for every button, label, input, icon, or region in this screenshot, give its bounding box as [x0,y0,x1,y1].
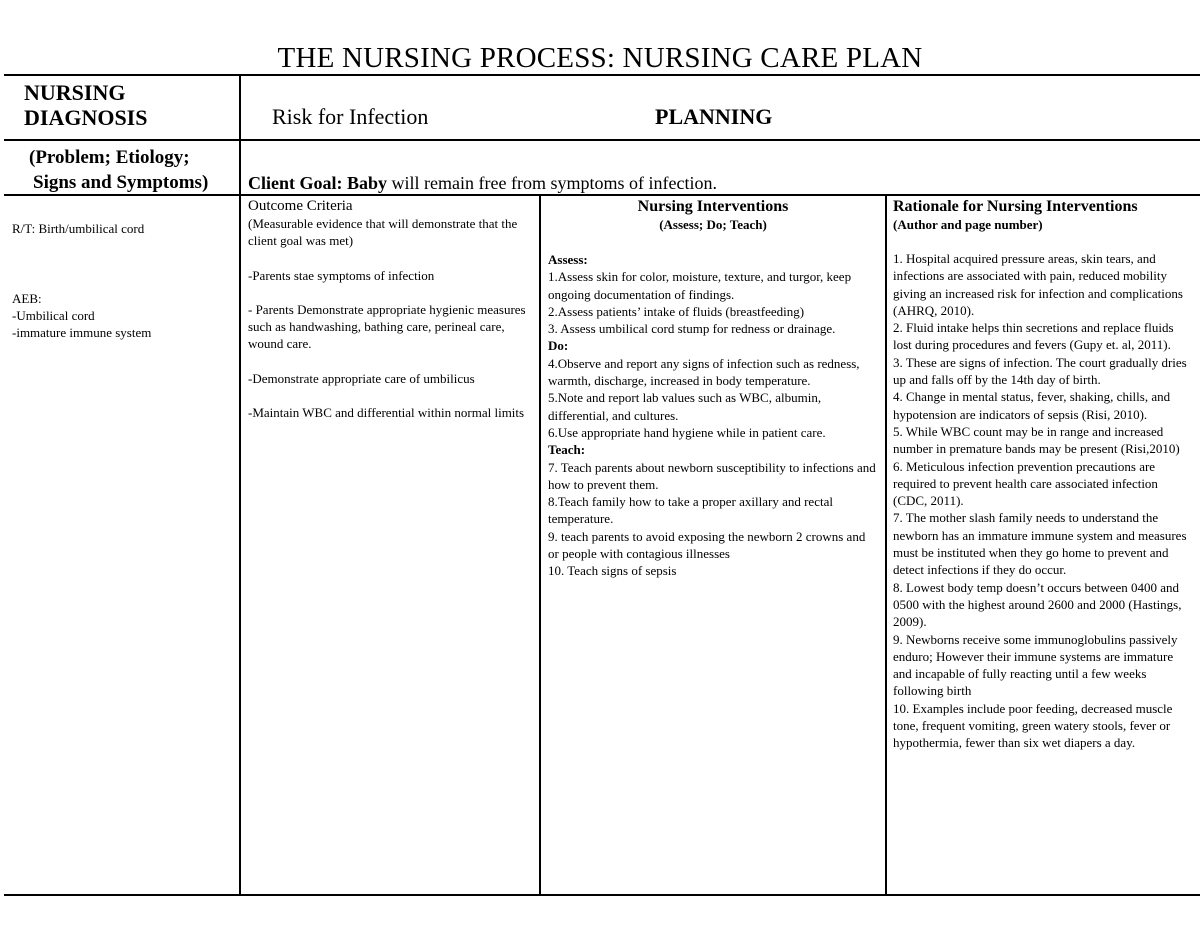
intervention-item: 8.Teach family how to take a proper axillary and rectal temperature. [548,494,833,527]
rationale-item: 10. Examples include poor feeding, decreased muscle tone, frequent vomiting, green watery stools, fever or hypothermia, fewer than six wet diapers a day. [893,700,1173,751]
intervention-item: 4.Observe and report any signs of infection such as redness, warmth, discharge, increased in body temperature. [548,355,860,389]
body-top-border [4,194,1200,196]
header-divider [4,139,1200,141]
do-label: Do: [548,338,569,354]
table-top-border [4,74,1200,76]
assess-label: Assess: [548,252,588,267]
col-divider-1 [239,74,241,896]
problem-label-line1: (Problem; Etiology; [29,147,190,168]
problem-label-line2: Signs and Symptoms) [33,172,209,193]
interventions-column [548,197,878,580]
outcome-item: - Parents Demonstrate appropriate hygienic measures such as handwashing, bathing care, perineal care, wound care. [248,301,526,352]
client-goal-label: Client Goal: [248,173,343,193]
page-title: THE NURSING PROCESS: NURSING CARE PLAN [277,42,923,74]
aeb-item: -Umbilical cord [12,308,95,323]
intervention-item: 5.Note and report lab values such as WBC, albumin, differential, and cultures. [548,390,822,423]
client-goal-subject: Baby [347,173,388,193]
intervention-item: 6.Use appropriate hand hygiene while in patient care. [548,424,826,440]
rationale-item: 7. The mother slash family needs to understand the newborn has an immature immune system and measures must be instituted when they go home to prevent and detect infections if they do occur. [893,510,1187,578]
intervention-item: 1.Assess skin for color, moisture, texture, and turgor, keep ongoing documentation of findings. [548,269,852,302]
rationale-item: 4. Change in mental status, fever, shaking, chills, and hypotension are indicators of sepsis (Risi, 2010). [893,389,1171,422]
rationale-column [893,197,1193,752]
rationale-item: 6. Meticulous infection prevention precautions are required to prevent health care associated infection (CDC, 2011). [893,458,1158,509]
outcome-heading: Outcome Criteria [248,198,353,214]
client-goal [248,172,717,194]
nursing-diagnosis-label [24,80,224,130]
planning-label: PLANNING [655,104,773,129]
rationale-item: 9. Newborns receive some immunoglobulins passively enduro; However their immune systems are immature and incapable of fully reacting until a few weeks following birth [893,631,1178,699]
teach-label: Teach: [548,442,586,458]
rationale-item: 1. Hospital acquired pressure areas, skin tears, and infections are associated with pain, reduced mobility giving an increased risk for infection and complications (AHRQ, 2010). [893,251,1183,318]
aeb-label: AEB: [12,291,42,306]
intervention-item: 2.Assess patients’ intake of fluids (breastfeeding) [548,303,805,319]
outcome-criteria-column [248,197,534,421]
intervention-item: 7. Teach parents about newborn susceptibility to infections and how to prevent them. [548,459,876,492]
intervention-item: 3. Assess umbilical cord stump for redness or drainage. [548,321,836,337]
outcome-item: -Maintain WBC and differential within normal limits [248,405,525,421]
outcome-item: -Parents stae symptoms of infection [248,267,435,283]
col-divider-2 [539,195,541,896]
diagnosis-rt: R/T: Birth/umbilical cord [12,221,145,236]
aeb-item: -immature immune system [12,325,152,340]
rationale-item: 3. These are signs of infection. The court gradually dries up and falls off by the 14th day of birth. [893,354,1187,388]
interventions-heading: Nursing Interventions [637,198,789,215]
col-divider-3 [885,195,887,896]
diagnosis-value: Risk for Infection [272,104,429,129]
rationale-item: 8. Lowest body temp doesn’t occurs between 0400 and 0500 with the highest around 2600 and 2000 (Hastings, 2009). [893,579,1182,630]
outcome-subheading: (Measurable evidence that will demonstrate that the client goal was met) [248,216,518,249]
interventions-subheading: (Assess; Do; Teach) [659,217,767,232]
intervention-item: 9. teach parents to avoid exposing the newborn 2 crowns and or people with contagious illnesses [548,528,866,562]
rationale-subheading: (Author and page number) [893,217,1043,232]
rationale-item: 5. While WBC count may be in range and increased number in premature bands may be present (Risi,2010) [893,423,1180,457]
nursing-diagnosis-text: NURSING DIAGNOSIS [24,80,148,130]
intervention-item: 10. Teach signs of sepsis [548,563,677,579]
rationale-item: 2. Fluid intake helps thin secretions and replace fluids lost during procedures and fevers (Gupy et. al, 2011). [893,320,1174,353]
table-bottom-border [4,894,1200,896]
outcome-item: -Demonstrate appropriate care of umbilicus [248,370,475,386]
client-goal-text: will remain free from symptoms of infection. [387,173,717,193]
rationale-heading: Rationale for Nursing Interventions [893,198,1138,215]
